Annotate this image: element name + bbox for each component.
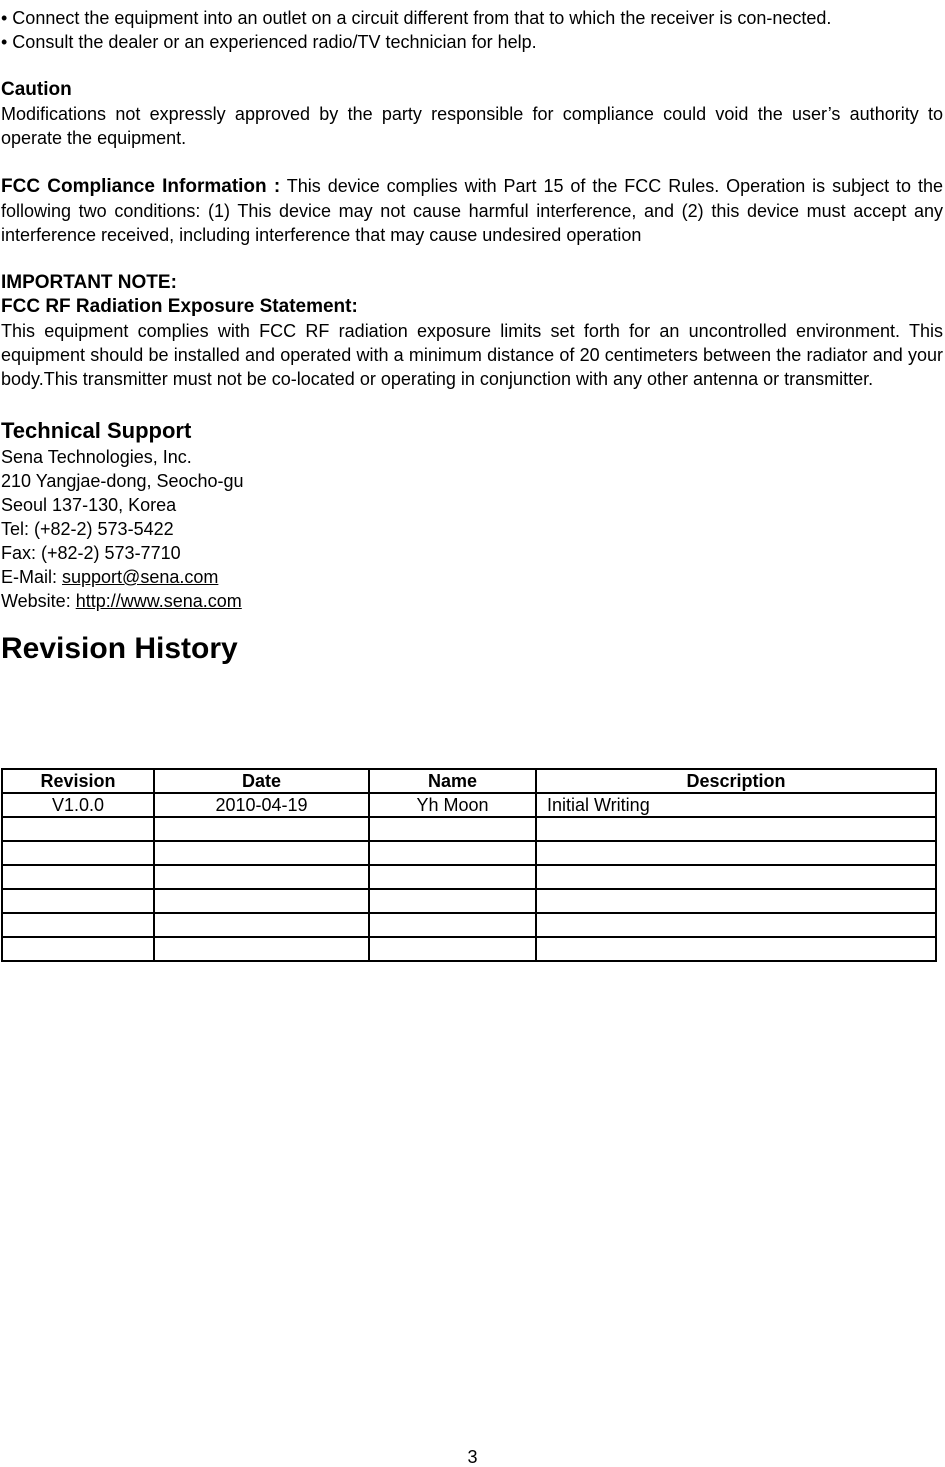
cell-description: Initial Writing — [536, 793, 936, 817]
bullet-item: • Consult the dealer or an experienced radio/TV technician for help. — [1, 32, 537, 52]
fcc-paragraph — [1, 174, 943, 247]
cell-name: Yh Moon — [369, 793, 536, 817]
cell-revision — [2, 913, 154, 937]
cell-revision — [2, 937, 154, 961]
bullet-list — [1, 6, 943, 54]
cell-revision — [2, 841, 154, 865]
email-label: E-Mail: — [1, 567, 63, 587]
cell-name — [369, 817, 536, 841]
cell-date: 2010-04-19 — [154, 793, 369, 817]
caution-body: Modifications not expressly approved by the party responsible for compliance could void the user’s authority to operate the equipment. — [1, 104, 943, 148]
cell-revision — [2, 889, 154, 913]
support-heading: Technical Support — [1, 418, 192, 443]
table-row — [2, 865, 936, 889]
column-header-description: Description — [536, 769, 936, 793]
support-address-line-1: 210 Yangjae-dong, Seocho-gu — [1, 471, 244, 491]
fcc-body: This device complies with Part 15 of the FCC Rules. Operation is subject to the following two conditions: (1) This device may not cause harmful interference, and (2) this device must accept any interference received, including interference that may cause undesired operation — [1, 176, 943, 245]
cell-date — [154, 817, 369, 841]
cell-date — [154, 889, 369, 913]
caution-heading: Caution — [1, 79, 72, 100]
cell-description — [536, 841, 936, 865]
cell-description — [536, 817, 936, 841]
cell-revision — [2, 817, 154, 841]
column-header-revision: Revision — [2, 769, 154, 793]
cell-description — [536, 865, 936, 889]
cell-date — [154, 865, 369, 889]
table-row — [2, 817, 936, 841]
website-label: Website: — [1, 591, 76, 611]
table-row — [2, 937, 936, 961]
bullet-item: • Connect the equipment into an outlet on a circuit different from that to which the receiver is con-nected. — [1, 8, 832, 28]
cell-name — [369, 937, 536, 961]
cell-name — [369, 841, 536, 865]
cell-description — [536, 937, 936, 961]
table-header-row — [2, 769, 936, 793]
support-tel: Tel: (+82-2) 573-5422 — [1, 519, 174, 539]
support-website-row — [1, 589, 943, 613]
revision-history-table — [1, 768, 937, 962]
cell-date — [154, 841, 369, 865]
cell-revision — [2, 865, 154, 889]
table-row — [2, 913, 936, 937]
column-header-date: Date — [154, 769, 369, 793]
cell-description — [536, 889, 936, 913]
website-link[interactable]: http://www.sena.com — [75, 591, 242, 611]
cell-revision: V1.0.0 — [2, 793, 154, 817]
fcc-heading: FCC Compliance Information : — [1, 176, 281, 197]
important-heading: IMPORTANT NOTE: — [1, 272, 177, 293]
support-address-line-2: Seoul 137-130, Korea — [1, 495, 177, 515]
cell-name — [369, 913, 536, 937]
table-row — [2, 793, 936, 817]
column-header-name: Name — [369, 769, 536, 793]
cell-date — [154, 913, 369, 937]
rf-exposure-body: This equipment complies with FCC RF radiation exposure limits set forth for an uncontrolled environment. This equipment should be installed and operated with a minimum distance of 20 centimeters between the radiator and your body.This transmitter must not be co-located or operating in conjunction with any other antenna or transmitter. — [1, 321, 943, 389]
support-email-row — [1, 565, 943, 589]
cell-name — [369, 889, 536, 913]
rf-exposure-heading: FCC RF Radiation Exposure Statement: — [1, 296, 358, 317]
email-link[interactable]: support@sena.com — [62, 567, 219, 587]
revision-history-heading: Revision History — [1, 632, 238, 665]
table-row — [2, 841, 936, 865]
cell-name — [369, 865, 536, 889]
page-number: 3 — [467, 1447, 478, 1467]
cell-description — [536, 913, 936, 937]
cell-date — [154, 937, 369, 961]
support-company: Sena Technologies, Inc. — [1, 447, 192, 467]
page-content — [0, 0, 945, 667]
support-fax: Fax: (+82-2) 573-7710 — [1, 543, 181, 563]
table-row — [2, 889, 936, 913]
